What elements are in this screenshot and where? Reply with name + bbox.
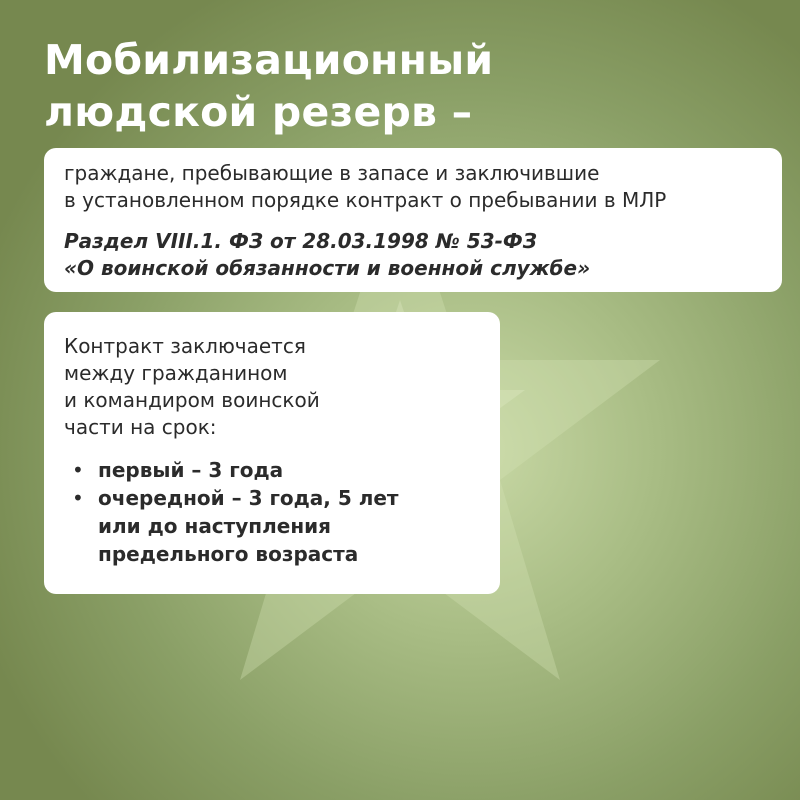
list-item: [64, 456, 399, 484]
law-reference-line-1: Раздел VIII.1. ФЗ от 28.03.1998 № 53-ФЗ: [64, 229, 537, 253]
term-text: или до наступления: [98, 514, 331, 538]
contract-intro-line: и командиром воинской: [64, 388, 320, 412]
bullet-dot-icon: •: [72, 486, 84, 510]
term-text: очередной – 3 года, 5 лет: [98, 486, 399, 510]
contract-intro-line: между гражданином: [64, 361, 288, 385]
definition-card: [44, 148, 782, 292]
definition-text-line-2: в установленном порядке контракт о пребывании в МЛР: [64, 188, 667, 212]
contract-terms-list: [64, 456, 399, 568]
contract-card: [44, 312, 500, 594]
list-item: [64, 484, 399, 568]
term-text: первый – 3 года: [98, 458, 284, 482]
title-line-2: людской резерв –: [44, 88, 473, 136]
title-line-1: Мобилизационный: [44, 36, 494, 84]
bullet-dot-icon: •: [72, 458, 84, 482]
page-title: [44, 34, 493, 138]
term-text: предельного возраста: [98, 542, 359, 566]
contract-intro-line: Контракт заключается: [64, 334, 306, 358]
law-reference-line-2: «О воинской обязанности и военной службе»: [64, 256, 591, 280]
contract-intro: [64, 333, 320, 441]
contract-intro-line: части на срок:: [64, 415, 217, 439]
definition-text-line-1: граждане, пребывающие в запасе и заключившие: [64, 161, 600, 185]
